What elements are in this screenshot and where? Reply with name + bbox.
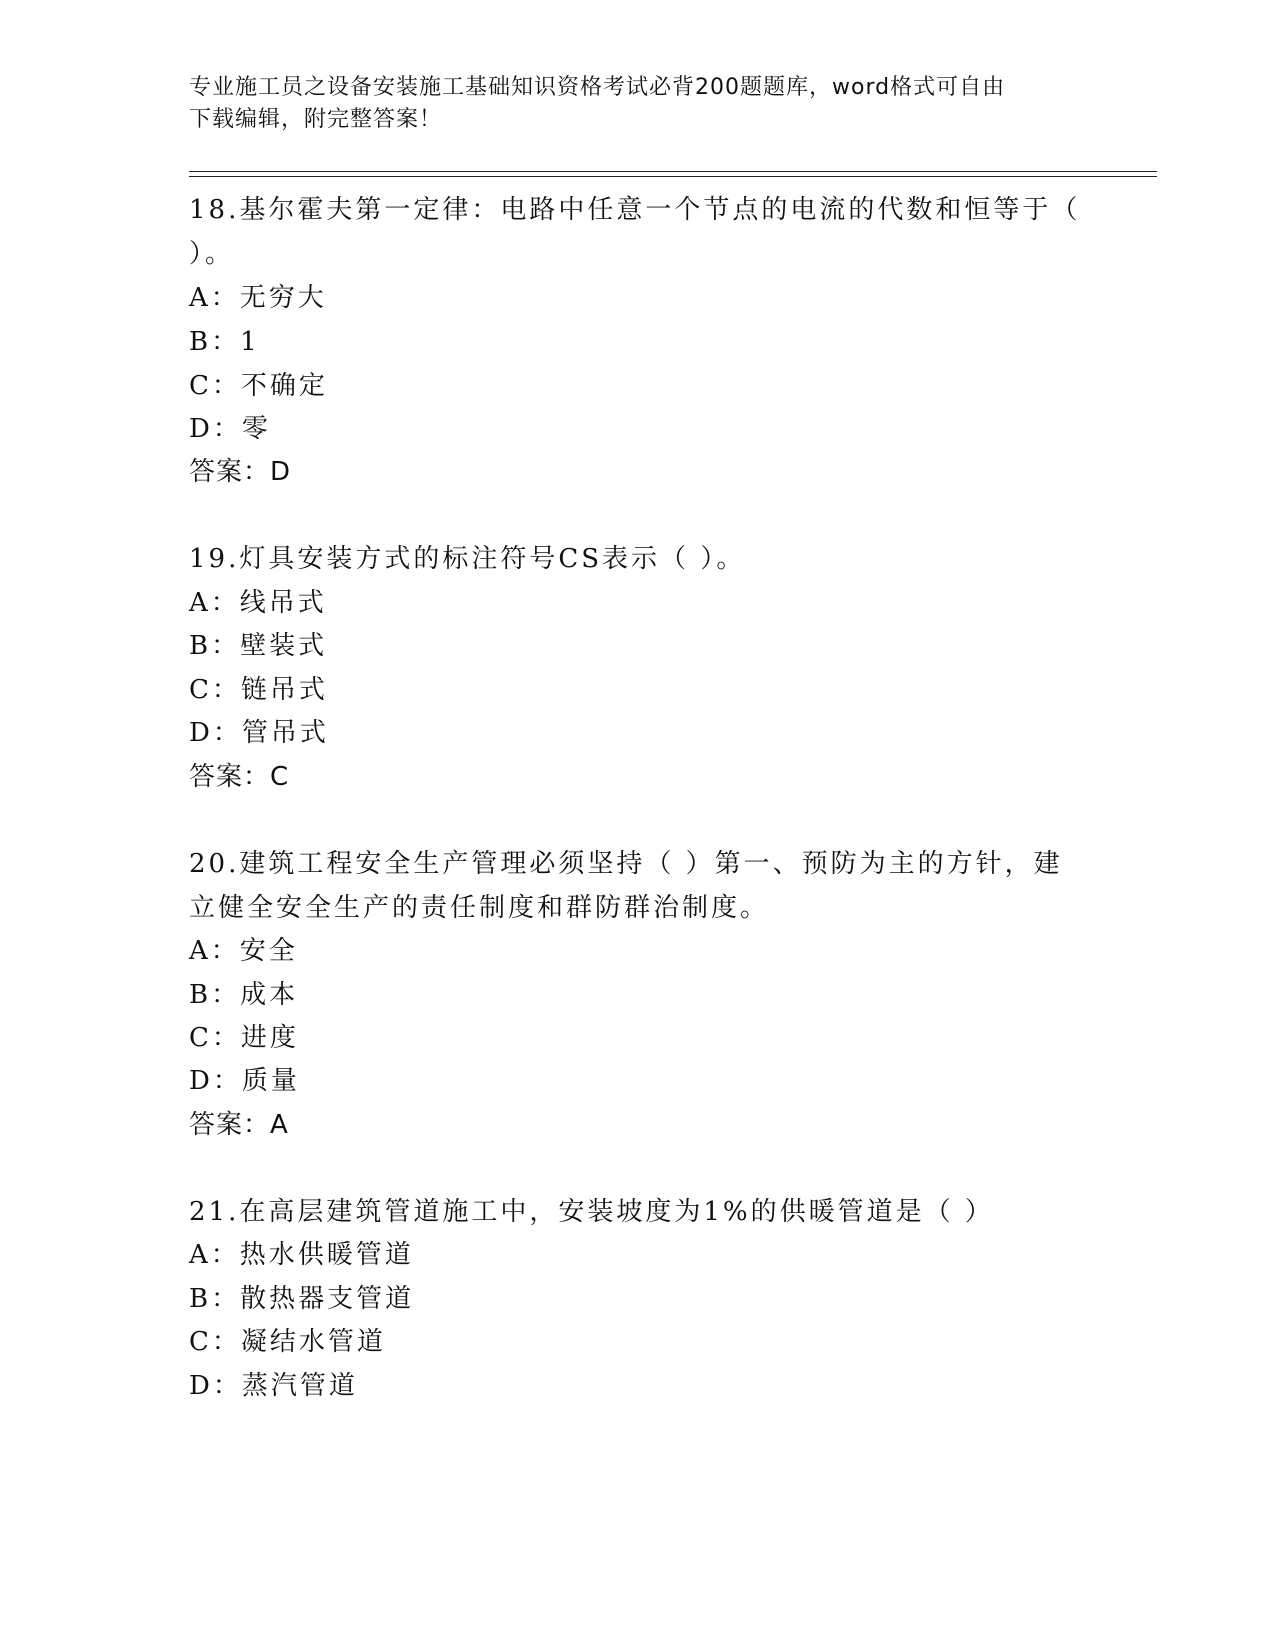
document-header-line-1: 专业施工员之设备安装施工基础知识资格考试必背200题题库，word格式可自由 [189, 75, 1006, 100]
question-19-option-a: A：线吊式 [189, 588, 327, 618]
question-21-option-a: A：热水供暖管道 [189, 1240, 414, 1270]
question-20-option-b: B：成本 [189, 980, 299, 1010]
header-rule-top [189, 171, 1157, 172]
question-20-option-c: C：进度 [189, 1023, 299, 1053]
question-19-option-d: D：管吊式 [189, 718, 329, 748]
question-18-option-a: A：无穷大 [189, 283, 327, 313]
question-20-stem-line-2: 立健全安全生产的责任制度和群防群治制度。 [189, 893, 770, 923]
question-20-option-a: A：安全 [189, 936, 298, 966]
question-18-stem-line-2: ）。 [189, 239, 235, 269]
header-rule-bottom [189, 176, 1157, 177]
question-19-option-c: C：链吊式 [189, 675, 328, 705]
question-18-option-d: D：零 [189, 414, 271, 444]
question-21-option-c: C：凝结水管道 [189, 1327, 386, 1357]
question-19-option-b: B：壁装式 [189, 631, 328, 661]
question-18-option-b: B：1 [189, 327, 260, 357]
question-21-option-b: B：散热器支管道 [189, 1284, 415, 1314]
question-20-answer: 答案：A [189, 1110, 289, 1140]
question-20-stem-line-1: 20.建筑工程安全生产管理必须坚持（ ）第一、预防为主的方针，建 [189, 849, 1063, 879]
question-21-option-d: D：蒸汽管道 [189, 1371, 358, 1401]
question-19-answer: 答案：C [189, 762, 290, 792]
question-20-option-d: D：质量 [189, 1066, 300, 1096]
question-18-answer: 答案：D [189, 457, 292, 487]
question-21-stem-line-1: 21.在高层建筑管道施工中，安装坡度为1%的供暖管道是（ ） [189, 1197, 994, 1227]
question-18-option-c: C：不确定 [189, 371, 328, 401]
question-18-stem-line-1: 18.基尔霍夫第一定律：电路中任意一个节点的电流的代数和恒等于（ [189, 195, 1081, 225]
question-19-stem-line-1: 19.灯具安装方式的标注符号CS表示（ ）。 [189, 544, 746, 574]
document-header-line-2: 下载编辑，附完整答案！ [189, 107, 443, 132]
